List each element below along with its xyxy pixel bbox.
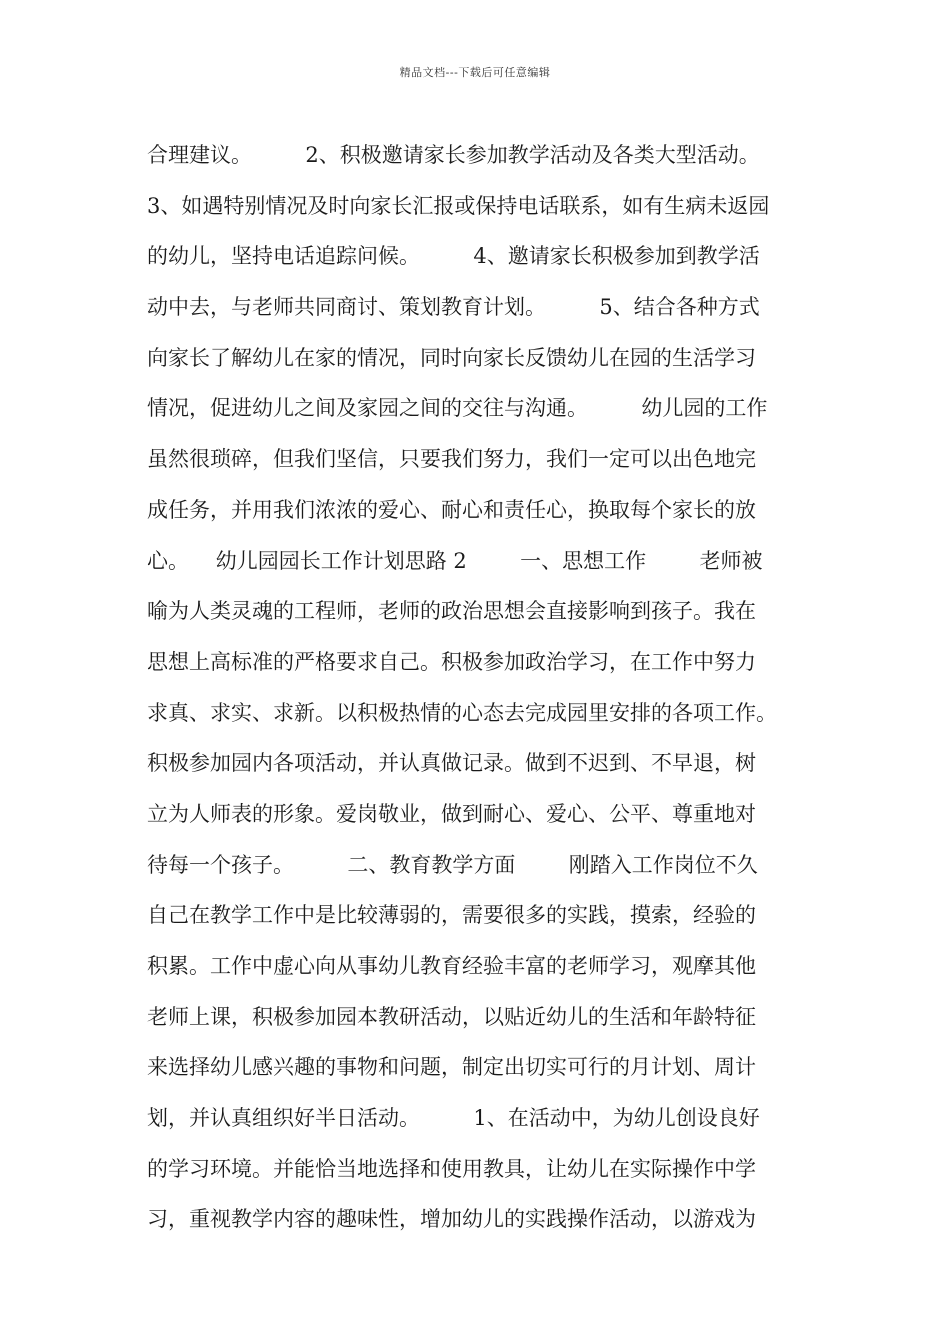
text-line: 心。 幼儿园园长工作计划思路 2 一、思想工作 老师被 [147, 548, 763, 573]
text-line: 成任务，并用我们浓浓的爱心、耐心和责任心，换取每个家长的放 [147, 497, 756, 522]
text-line: 的幼儿，坚持电话追踪问候。 4、邀请家长积极参加到教学活 [147, 244, 760, 269]
text-line: 习，重视教学内容的趣味性，增加幼儿的实践操作活动，以游戏为 [147, 1207, 756, 1232]
text-line: 情况，促进幼儿之间及家园之间的交往与沟通。 幼儿园的工作 [147, 396, 768, 421]
page-header: 精品文档---下载后可任意编辑 [399, 66, 551, 79]
text-line: 来选择幼儿感兴趣的事物和问题，制定出切实可行的月计划、周计 [147, 1055, 756, 1080]
text-line: 3、如遇特别情况及时向家长汇报或保持电话联系，如有生病未返园 [147, 193, 770, 218]
text-line: 求真、求实、求新。以积极热情的心态去完成园里安排的各项工作。 [147, 700, 777, 725]
text-line: 喻为人类灵魂的工程师，老师的政治思想会直接影响到孩子。我在 [147, 599, 756, 624]
text-line: 动中去，与老师共同商讨、策划教育计划。 5、结合各种方式 [147, 295, 760, 320]
text-line: 的学习环境。并能恰当地选择和使用教具，让幼儿在实际操作中学 [147, 1156, 756, 1181]
text-line: 老师上课，积极参加园本教研活动，以贴近幼儿的生活和年龄特征 [147, 1004, 756, 1029]
text-line: 待每一个孩子。 二、教育教学方面 刚踏入工作岗位不久 [147, 852, 758, 877]
text-line: 积累。工作中虚心向从事幼儿教育经验丰富的老师学习，观摩其他 [147, 954, 756, 978]
text-line: 虽然很琐碎，但我们坚信，只要我们努力，我们一定可以出色地完 [147, 447, 756, 472]
text-line: 自己在教学工作中是比较薄弱的，需要很多的实践，摸索，经验的 [147, 903, 756, 928]
document-body [147, 130, 827, 1245]
text-line: 向家长了解幼儿在家的情况，同时向家长反馈幼儿在园的生活学习 [147, 345, 756, 370]
text-line: 合理建议。 2、积极邀请家长参加教学活动及各类大型活动。 [147, 143, 760, 167]
text-line: 划，并认真组织好半日活动。 1、在活动中，为幼儿创设良好 [147, 1106, 760, 1131]
text-line: 积极参加园内各项活动，并认真做记录。做到不迟到、不早退，树 [147, 751, 756, 776]
text-line: 立为人师表的形象。爱岗敬业，做到耐心、爱心、公平、尊重地对 [147, 801, 756, 826]
text-line: 思想上高标准的严格要求自己。积极参加政治学习，在工作中努力 [147, 649, 756, 674]
